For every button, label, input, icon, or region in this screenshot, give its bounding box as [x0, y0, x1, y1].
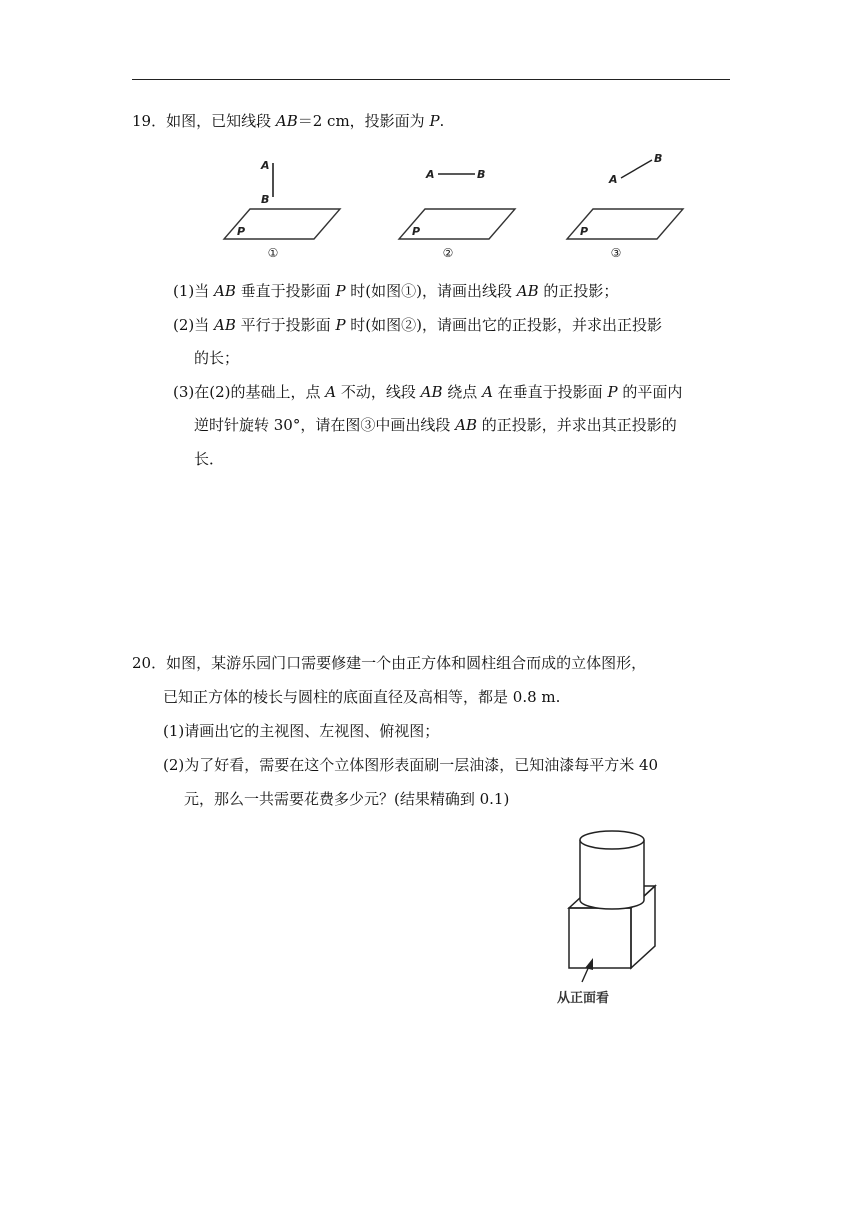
- q20-part1: (1)请画出它的主视图、左视图、俯视图；: [163, 722, 440, 740]
- view-arrow: [582, 958, 593, 982]
- q19-figures: [200, 145, 700, 270]
- cylinder: [580, 831, 644, 909]
- q19-part3-line1: (3)在(2)的基础上，点 A 不动，线段 AB 绕点 A 在垂直于投影面 P 的平面内: [173, 383, 683, 401]
- q20-part2-line2: 元，那么一共需要花费多少元？(结果精确到 0.1): [184, 790, 510, 808]
- q19-part2-line2: 的长；: [194, 349, 240, 367]
- label-A: A: [426, 168, 435, 181]
- figure-number-1: ①: [267, 246, 279, 260]
- label-A: A: [261, 159, 270, 172]
- segment-AB-rotated: [621, 160, 652, 178]
- q20-solid-figure: [545, 822, 685, 1012]
- figure-number-3: ③: [610, 246, 622, 260]
- cube-front-face: [569, 908, 631, 968]
- label-B: B: [477, 168, 486, 181]
- q19-part2-line1: (2)当 AB 平行于投影面 P 时(如图②)，请画出它的正投影，并求出正投影: [173, 316, 663, 334]
- q19-stem: 19．如图，已知线段 AB＝2 cm，投影面为 P.: [132, 112, 445, 130]
- label-A: A: [609, 173, 618, 186]
- figure-number-2: ②: [442, 246, 454, 260]
- label-P: P: [237, 225, 246, 238]
- view-direction-label: 从正面看: [557, 991, 610, 1006]
- q19-part1: (1)当 AB 垂直于投影面 P 时(如图①)，请画出线段 AB 的正投影；: [173, 282, 619, 300]
- label-P: P: [412, 225, 421, 238]
- q20-stem-line1: 20．如图，某游乐园门口需要修建一个由正方体和圆柱组合而成的立体图形，: [132, 654, 647, 672]
- header-rule: [132, 79, 730, 80]
- label-P: P: [580, 225, 589, 238]
- cylinder-body: [580, 840, 644, 909]
- q19-part3-line3: 长．: [194, 450, 225, 468]
- q19-part3-line2: 逆时针旋转 30°，请在图③中画出线段 AB 的正投影，并求出其正投影的: [194, 416, 677, 434]
- figure-1: [224, 159, 340, 260]
- q20-part2-line1: (2)为了好看，需要在这个立体图形表面刷一层油漆，已知油漆每平方米 40: [163, 756, 659, 774]
- q19-number: 19．: [132, 112, 167, 130]
- label-B: B: [654, 152, 663, 165]
- figure-3: [567, 152, 683, 260]
- figure-2: [399, 168, 515, 260]
- q20-number: 20．: [132, 654, 167, 672]
- cylinder-top: [580, 831, 644, 849]
- q20-stem-line2: 已知正方体的棱长与圆柱的底面直径及高相等，都是 0.8 m.: [163, 688, 561, 706]
- label-B: B: [261, 193, 270, 206]
